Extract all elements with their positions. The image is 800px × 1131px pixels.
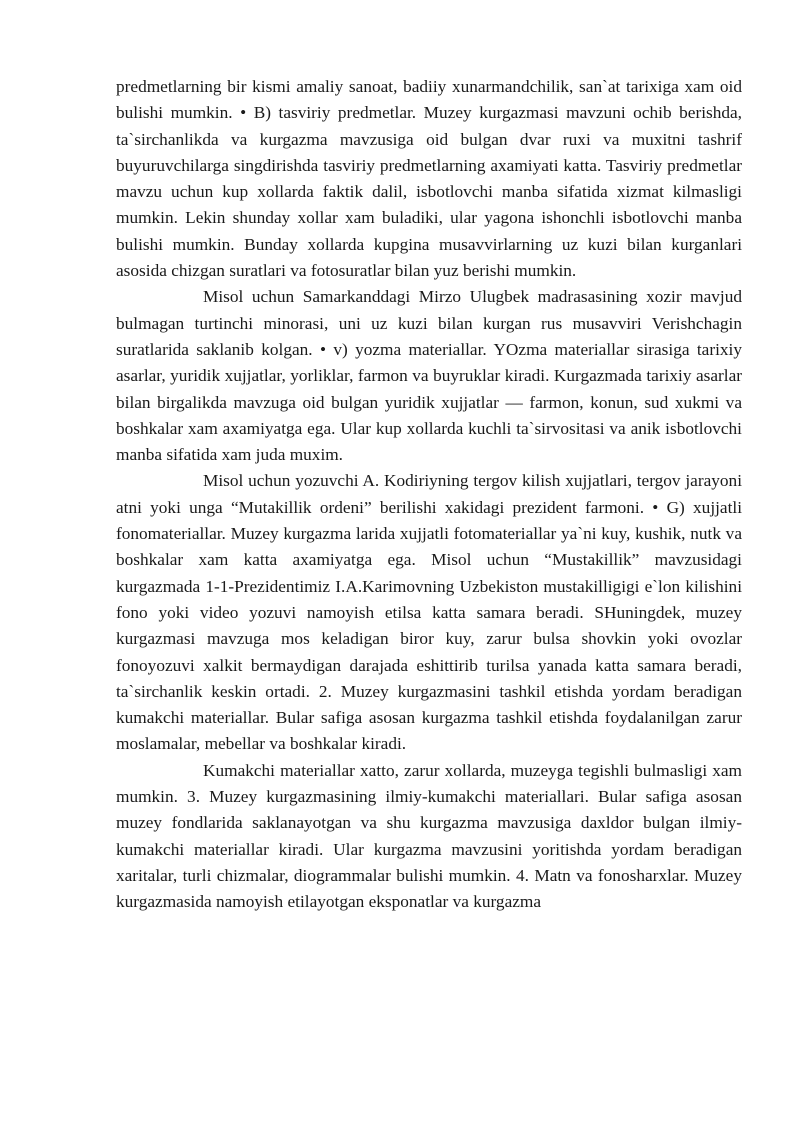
- document-page: [116, 74, 742, 916]
- paragraph: predmetlarning bir kismi amaliy sanoat, badiiy xunarmandchilik, san`at tarixiga xam oid bulishi mumkin. • B) tasviriy predmetlar. Muzey kurgazmasi mavzuni ochib berishda, ta`sirchanlikda va kurgazma mavzusiga oid bulgan dvar ruxi va muxitni tashrif buyuruvchilarga singdirishda tasviriy predmetlarning axamiyati katta. Tasviriy predmetlar mavzu uchun kup xollarda faktik dalil, isbotlovchi manba sifatida xizmat kilmasligi mumkin. Lekin shunday xollar xam buladiki, ular yagona ishonchli isbotlovchi manba bulishi mumkin. Bunday xollarda kupgina musavvirlarning uz kuzi bilan kurganlari asosida chizgan suratlari va fotosuratlar bilan yuz berishi mumkin.: [116, 77, 742, 281]
- paragraph: Misol uchun Samarkanddagi Mirzo Ulugbek madrasasining xozir mavjud bulmagan turtinchi minorasi, uni uz kuzi bilan kurgan rus musavviri Verishchagin suratlarida saklanib kolgan. • v) yozma materiallar. YOzma materiallar sirasiga tarixiy asarlar, yuridik xujjatlar, yorliklar, farmon va buyruklar kiradi. Kurgazmada tarixiy asarlar bilan birgalikda mavzuga oid bulgan yuridik xujjatlar — farmon, konun, sud xukmi va boshkalar xam axamiyatga ega. Ular kup xollarda kuchli ta`sirvositasi va anik isbotlovchi manba sifatida xam juda muxim.: [116, 287, 742, 465]
- paragraph: Misol uchun yozuvchi A. Kodiriyning tergov kilish xujjatlari, tergov jarayoni atni yoki unga “Mutakillik ordeni” berilishi xakidagi prezident farmoni. • G) xujjatli fonomateriallar. Muzey kurgazma larida xujjatli fotomateriallar ya`ni kuy, kushik, nutk va boshkalar xam katta axamiyatga ega. Misol uchun “Mustakillik” mavzusidagi kurgazmada 1-1-Prezidentimiz I.A.Karimovning Uzbekiston mustakilligigi e`lon kilishini fono yoki video yozuvi namoyish etilsa katta samara beradi. SHuningdek, muzey kurgazmasi mavzuga mos keladigan biror kuy, zarur bulsa shovkin yoki ovozlar fonoyozuvi xalkit bermaydigan darajada eshittirib turilsa yanada katta samara beradi, ta`sirchanlik keskin ortadi. 2. Muzey kurgazmasini tashkil etishda yordam beradigan kumakchi materiallar. Bular safiga asosan kurgazma tashkil etishda foydalanilgan zarur moslamalar, mebellar va boshkalar kiradi.: [116, 471, 742, 754]
- paragraph: Kumakchi materiallar xatto, zarur xollarda, muzeyga tegishli bulmasligi xam mumkin. 3. Muzey kurgazmasining ilmiy-kumakchi materiallari. Bular safiga asosan muzey fondlarida saklanayotgan va shu kurgazma mavzusiga daxldor bulgan ilmiy-kumakchi materiallar kiradi. Ular kurgazma mavzusini yoritishda yordam beradigan xaritalar, turli chizmalar, diogrammalar bulishi mumkin. 4. Matn va fonosharxlar. Muzey kurgazmasida namoyish etilayotgan eksponatlar va kurgazma: [116, 760, 742, 912]
